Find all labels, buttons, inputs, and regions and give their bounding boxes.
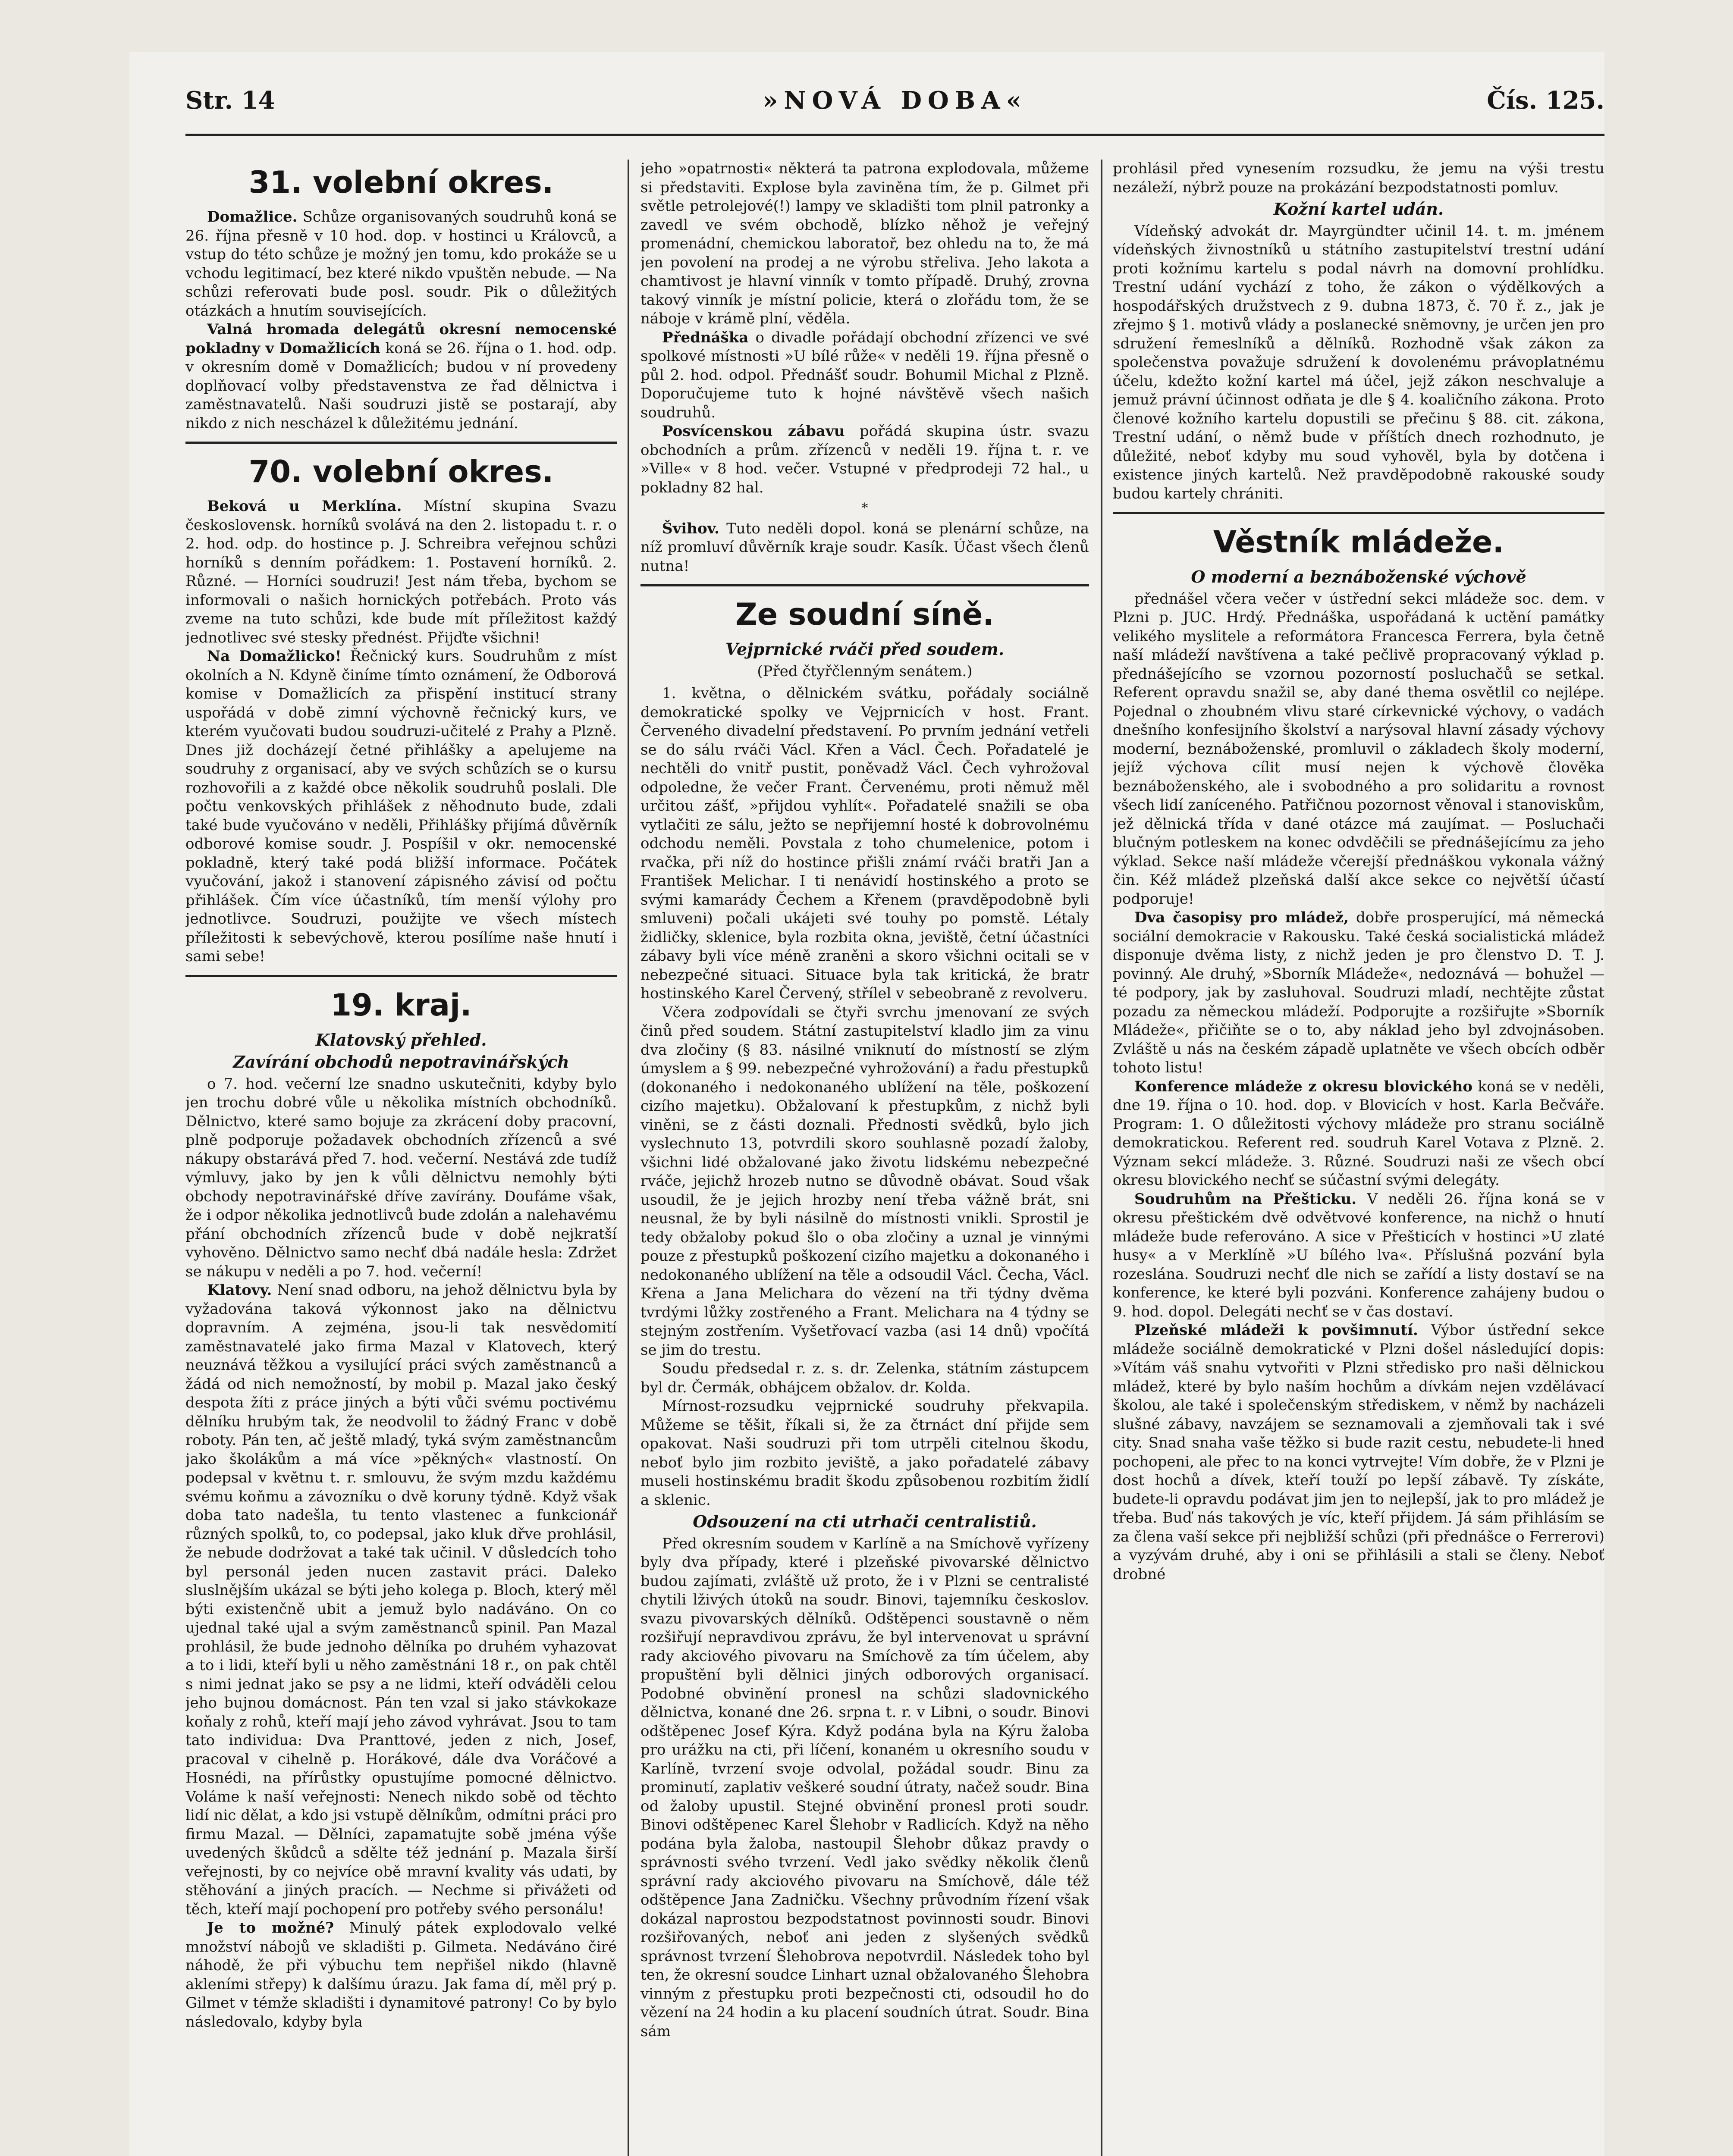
article-domazlice: Domažlice. Schůze organisovaných soudruhů koná se 26. října přesně v 10 hod. dop. v hostinci u Královců, a vstup do této schůze je možný jen tomu, kdo prokáže se u vchodu legitimací, bez které nikdo vpuštěn nebude. — Na schůzi referovati bude posl. soudr. Pik o důležitých otázkách a hnutím souvisejících. [185,208,617,320]
article-nemocenska: Valná hromada delegátů okresní nemocenské pokladny v Domažlicích koná se 26. října o 1. hod. odp. v okresním domě v Domažlicích; budou v ní provedeny doplňovací volby představenstva ze řad dělnictva i zaměstnavatelů. Naši soudruzi jistě se postarají, aby nikdo z nich nescházel k důležitému jednání. [185,321,617,432]
article-moderni-vychova: přednášel včera večer v ústřední sekci mládeže soc. dem. v Plzni p. JUC. Hrdý. Přednáška, uspořádaná k uctění památky velikého myslitele a reformátora Francesca Ferrera, byla četně naší mládeží navštívena a také pečlivě propracovaný výklad p. přednášejícího se vzornou pozorností posluchačů se setkal. Referent opravdu snažil se, aby dané thema osvětlil co nejlépe. Pojednal o zhoubném vlivu staré církevnické výchovy, o vadách dnešního konfesijního školství a narýsoval hlavní zásady výchovy moderní, beznáboženské, promluvil o základech školy moderní, jejíž výchova cílit musí nejen k výchově člověka beznáboženského, ale i svobodného a pro solidaritu a rovnost všech lidí zaníceného. Patřičnou pozornost věnoval i stanoviskům, jež dělnická třída v dané otázce má zaujímat. — Posluchači blučným potleskem na konec odvděčili se přednášejícímu za jeho výklad. Sekce naší mládeže včerejší přednáškou vykonala vážný čin. Kéž mládež plzeňská další akce sekce co největší účastí podporuje! [1113,590,1604,908]
section-heading-youth: Věstník mládeže. [1213,524,1504,560]
column-left [185,160,617,2156]
column-right [1113,160,1604,2156]
subheading-vejprnicti: Vejprnické rváči před soudem. [725,639,1005,659]
article-continuation: jeho »opatrnosti« některá ta patrona explodovala, můžeme si představiti. Explose byla zaviněna tím, že p. Gilmet při světle petrolejové(!) lampy ve skladišti tom plnil patronky a zavedl ve svém obchodě, blízko něhož je veřejný promenádní, chemickou laboratoř, bez ohledu na to, že má jen povolení na prodej a ne výrobu střeliva. Jeho lakota a chamtivost je hlavní vinník v tomto případě. Druhý, zrovna takový vinník je místní policie, která o zlořádu tom, že se náboje v krámě plní, věděla. [640,160,1089,327]
court-paragraph-4: Mírnost-rozsudku vejprnické soudruhy překvapila. Můžeme se těšit, říkali si, že za čtrnáct dní přijde sem opakovat. Naši soudruzi při tom utrpěli citelnou škodu, neboť bylo jim rozbito jeviště, a jako pořadatelé zábavy museli hostinskému bradit škodu způsobenou rozbitím židlí a sklenic. [640,1398,1089,1509]
newspaper-page [129,52,1604,2156]
court-paragraph-1: 1. května, o dělnickém svátku, pořádaly sociálně demokratické spolky ve Vejprnicích v host. Frant. Červeného divadelní představení. Po prvním jednání vetřeli se do sálu rváči Václ. Křen a Václ. Čech. Pořadatelé je nechtěli do vnitř pustit, poněvadž Václ. Čech vyhrožoval odpoledne, že večer Frant. Červenému, proti němuž měl určitou zášť, »přijdou vyhlít«. Pořadatelé snažili se oba vytlačiti ze sálu, ježto se nepřijemní hosté k dobrovolnému odchodu neměli. Povstala z toho chumelenice, potom i rvačka, při níž do hostince přišli známí rváči bratři Jan a František Melichar. I ti nenávidí hostinského a proto se svými kamarády Čechem a Křenem (pravděpodobně byli smluveni) počali ukájeti své touhy po pomstě. Létaly židličky, sklenice, byla rozbita okna, jeviště, četní účastníci zábavy byli více méně zraněni a skoro všichni ocitali se v nebezpečné situaci. Situace byla tak kritická, že bratr hostinského Karel Červený, střílel v sebeobraně z revolveru. [640,685,1089,1002]
ornament: * [861,501,868,516]
article-konference: Konference mládeže z okresu blovického koná se v neděli, dne 19. října o 10. hod. dop. v Blovicích v host. Karla Bečváře. Program: 1. O důležitosti výchovy mládeže pro stranu sociálně demokratickou. Referent red. soudruh Karel Votava z Plzně. 2. Význam sekcí mládeže. 3. Různé. Soudruzi naši ze všech obcí okresu blovického nechť se súčastní svými delegáty. [1113,1078,1604,1189]
subheading-zavirani: Zavírání obchodů nepotravinářských [233,1052,569,1072]
article-plzenska-mladez: Plzeňské mládeži k povšimnutí. Výbor ústřední sekce mládeže sociálně demokratické v Plzni došel následující dopis: »Vítám váš snahu vytvořiti v Plzni středisko pro naši dělnickou mládež, které by bylo naším hochům a dívkám nejen vzdělávací školou, ale také i společenským střediskem, v němž by nacházeli slušné zábavy, navzájem se seznamovali a zjemňovali tak i své city. Snad snaha vaše těžko si bude razit cestu, nebudete-li hned pochopeni, ale přec to na konci vytrvejte! Vím dobře, že v Plzni je dost hochů a dívek, kteří touží po lepší zábavě. Ty získáte, budete-li opravdu podávat jim jen to nejlepší, jak to pro mládež je třeba. Buď nás takových je víc, kteří přijdem. Já sám přihlásím se za člena vaší sekce při nejbližší schůzi (při přednášce o Ferrerovi) a vyzývám druhé, aby i oni se přihlásili a stali se členy. Neboť drobné [1113,1322,1604,1583]
section-heading-70: 70. volební okres. [248,454,554,489]
court-paragraph-3: Soudu předsedal r. z. s. dr. Zelenka, státním zástupcem byl dr. Čermák, obhájcem obžalov. dr. Kolda. [640,1360,1089,1396]
article-zavirani: o 7. hod. večerní lze snadno uskutečniti, kdyby bylo jen trochu dobré vůle u několika místních obchodníků. Dělnictvo, které samo bojuje za zkrácení doby pracovní, plně podporuje požadavek obchodních zřízenců a své nákupy obstarává před 7. hod. večerní. Nestává zde tudíž výmluvy, jako by jen k vůli dělnictvu nemohly býti obchody nepotravinářské dříve zavírány. Doufáme však, že i odpor několika jednotlivců bude zdolán a nalehavému přání obchodních zřízenců bude v době nejkratší vyhověno. Dělnictvo samo nechť dbá nadále hesla: Zdržet se nákupu v neděli a po 7. hod. večerní! [185,1075,617,1280]
subheading-kartel: Kožní kartel udán. [1273,199,1444,219]
subheading-centralisti: Odsouzení na cti utrhači centralistiů. [693,1512,1037,1531]
masthead-title: »NOVÁ DOBA« [763,86,1027,115]
court-paragraph-2: Včera zodpovídali se čtyři svrchu jmenovaní ze svých činů před soudem. Státní zastupitelství kladlo jim za vinu dva zločiny (§ 83. násilné vniknutí do místností se zlým úmyslem a § 99. nebezpečné vyhrožování) a řadu přestupků (dokonaného i nedokonaného ublížení na těle, poškození cizího majetku). Obžalovaní k přestupkům, z nichž byli viněni, se z části doznali. Přednosti svědků, bylo jich vyslechnuto 13, potvrdili skoro souhlasně pozadí žaloby, všichni lidé obžalované jako životu lidskému nebezpečné rváče, jejichž hrozeb nutno se důvodně obávat. Soud však usoudil, že je jejich hrozby není třeba vážně brát, sni neusnal, že by byli násilně do místnosti vnikli. Sprostil je tedy obžaloby pokud šlo o oba zločiny a uznal je vinnými pouze z přestupků poškození cizího majetku a dokonaného i nedokonaného ublížení na těle a odsoudil Václ. Čecha, Václ. Křena a Jana Melichara do vězení na tři týdny dvěma tvrdými lůžky zostřeného a Frant. Melichara na 4 týdny se stejným zostřením. Vyšetřovací vazba (asi 14 dnů) vpočítá se jim do trestu. [640,1003,1089,1359]
subheading-moderni: O moderní a beznáboženské výchově [1191,567,1526,586]
article-klatovy: Klatovy. Není snad odboru, na jehož dělnictvu byla by vyžadována taková výkonnost jako na dělnictvu dopravním. A zejména, jsou-li tak nesvědomití zaměstnavatelé jako firma Mazal v Klatovech, který neuznává těžkou a vysilující práci svých zaměstnanců a žádá od nich nemožností, by mobil p. Mazal jako český despota žíti z práce jiných a býti vůči svému poctivému dělníku hrubým tak, že neodvolil to žádný Franc v době roboty. Pán ten, ač ještě mladý, tyká svým zaměstnancům jako školákům a má více »pěkných« vlastností. On podepsal v květnu t. r. smlouvu, že svým mzdu každému svému koňmu a závozníku o dvě koruny týdně. Když však doba tato nadešla, tu tento vlastenec a funkcionář různých spolků, to, co podepsal, jako kluk dřve prohlásil, že nebude dodržovat a také tak učinil. V důsledcích toho byl personál jeden nucen zastavit práci. Daleko sluslnějším ukázal se býti jeho kolega p. Bloch, který měl býti existenčně ubit a jemuž bylo nadáváno. On co ujednal také ujal a svým zaměstnanců spinil. Pan Mazal prohlásil, že bude jednoho dělníka po druhém vyhazovat a to i lidi, kteří byli u něho zaměstnáni 18 r., on pak chtěl s nimi jednat jako se psy a ne lidmi, kteří odváděli celou jeho bujnou domácnost. Pán ten vzal si jako stávkokaze koňaly z rohů, kteří mají jeho závod vyhrávat. Jsou to tam tato individua: Dva Pranttové, jeden z nich, Josef, pracoval v cihelně p. Horákové, dále dva Voráčové a Hosnédi, na přírůstky opustujíme pomocné dělnictvo. Voláme k naší veřejnosti: Nenech nikdo sobě od těchto lidí nic dělat, a kdo jsi vstupě dělníkům, odmítni práci pro firmu Mazal. — Dělníci, zapamatujte sobě jména výše uvedených škůdců a sdělte též jednání p. Mazala širší veřejnosti, by co nejvíce obě mravní kvality vás udati, by stěhování a jiných pracích. — Nechme si přivážeti od těch, kteří mají pochopení pro potřeby svého personálu! [185,1282,617,1918]
article-posvicenska: Posvícenskou zábavu pořádá skupina ústr. svazu obchodních a prům. zřízenců v neděli 19. října t. r. ve »Ville« v 8 hod. večer. Vstupné v předprodeji 72 hal., u pokladny 82 hal. [640,423,1089,496]
divider [185,975,617,977]
article-svihov: Švihov. Tuto neděli dopol. koná se plenární schůze, na níž promluví důvěrník kraje soudr. Kasík. Účast všech členů nutna! [640,520,1089,575]
page-number: Str. 14 [185,86,275,115]
column-middle [640,160,1089,2156]
divider [1113,512,1604,514]
divider [640,584,1089,586]
column-rule-2 [1101,160,1102,2156]
article-kartel: Vídeňský advokát dr. Mayrgündter učinil 14. t. m. jménem vídeňských živnostníků u státního zastupitelství trestní udání proti kožnímu kartelu s podal návrh na domovní prohlídku. Trestní udání vychází z toho, že zákon o výdělkových a hospodářských družstvech z 9. dubna 1873, č. 70 ř. z., jak je zřejmo § 1. motivů vlády a poslanecké sněmovny, je určen jen pro sdružení řemeslníků a dělníků. Rozhodně však zákon za společenstva považuje sdružení k dovolenému právoplatnému účelu, kdežto kožní kartel má účel, jejž zákon neschvaluje a jemuž právní účinnost odňata je dle § 4. koaličního zákona. Proto členové kožního kartelu dopustili se přečinu § 88. cit. zákona, Trestní udání, o němž bude v příštích dnech rozhodnuto, je důležité, neboť kdyby mu soud vyhověl, byla by dotčena i existence jiných kartelů. Než pravděpodobně rakouské soudy budou kartely chrániti. [1113,222,1604,502]
article-recnicky-kurs: Na Domažlicko! Řečnický kurs. Soudruhům z míst okolních a N. Kdyně činíme tímto oznámení, že Odborová komise v Domažlicích za přispění institucí strany uspořádá v době zimní výchovně řečnický kurs, ve kterém vyučovati budou soudruzi-učitelé z Prahy a Plzně. Dnes již docházejí četné přihlášky a apelujeme na soudruhy z organisací, aby ve svých schůzích se o kursu rozhovořili a z každé obce několik soudruhů poslali. Dle počtu venkovských přihlášek z něhodnuto bude, zdali také bude vyučováno v neděli, Přihlášky přijímá důvěrník odborové komise soudr. J. Pospíšil v okr. nemocenské pokladně, který také podá bližší informace. Počátek vyučování, jakož i stanovení zápisného závisí od počtu přihlášek. Čím více účastníků, tím menší výlohy pro jednotlivce. Soudruzi, použijte ve všech místech příležitosti k sebevýchově, kterou posílíme naše hnutí i sami sebe! [185,648,617,965]
article-prednaska: Přednáška o divadle pořádají obchodní zřízenci ve své spolkové místnosti »U bílé růže« v neděli 19. října přesně o půl 2. hod. odpol. Přednášť soudr. Bohumil Michal z Plzně. Doporučujeme tuto k hojné návštěvě všech našich soudruhů. [640,329,1089,421]
section-heading-19: 19. kraj. [330,987,472,1023]
page-header [185,73,1604,136]
article-prestice: Soudruhům na Přešticku. V neděli 26. října koná se v okresu přeštickém dvě odvětvové konference, na nichž o hnutí mládeže bude referováno. A sice v Přešticích v hostinci »U zlaté husy« a v Merklíně »U bílého lva«. Příslušná pozvání byla rozeslána. Soudruzi nechť dle nich se zařídí a listy dostaví se na konference, ke které byli pozváni. Konference zahájeny budou o 9. hod. dopol. Delegáti nechť se v čas dostaví. [1113,1190,1604,1320]
article-casopisy: Dva časopisy pro mládež, dobře prosperující, má německá sociální demokracie v Rakousku. Také česká socialistická mládež disponuje dvěma listy, z nichž jeden je pro členstvo D. T. J. povinný. Ale druhý, »Sborník Mládeže«, nedoznává — bohužel — té podpory, jak by zasluhoval. Soudruzi mladí, nechtějte zůstat pozadu za německou mládeží. Podporujte a rozšiřujte »Sborník Mládeže«, přičiňte se o to, aby náklad jeho byl zdvojnásoben. Zvláště u nás na českém západě uplatněte ve všech obcích odběr tohoto listu! [1113,909,1604,1076]
subheading-klatovsky: Klatovský přehled. [315,1030,487,1050]
divider [185,442,617,444]
issue-number: Čís. 125. [1487,86,1604,115]
section-heading-31: 31. volební okres. [248,165,554,200]
article-continuation-right: prohlásil před vynesením rozsudku, že jemu na výši trestu nezáleží, nýbrž pouze na prokázání bezpodstatnosti pomluv. [1113,160,1604,196]
article-bekova: Beková u Merklína. Místní skupina Svazu československ. horníků svolává na den 2. listopadu t. r. o 2. hod. odp. do hostince p. J. Schreibra veřejnou schůzi horníků s denním pořádkem: 1. Postavení horníků. 2. Různé. — Horníci soudruzi! Jest nám třeba, bychom se informovali o našich hornických potřebách. Proto vás zveme na tuto schůzi, kde bude mít příležitost každý jednotlivec své stesky přednést. Přijďte všichni! [185,498,617,646]
section-heading-court: Ze soudní síně. [735,597,995,632]
rubric-senat: (Před čtyřčlenným senátem.) [757,662,973,680]
column-rule-1 [628,160,629,2156]
article-centralisti: Před okresním soudem v Karlíně a na Smíchově vyřízeny byly dva případy, které i plzeňské pivovarské dělnictvo budou zajímati, zvláště už proto, že i v Plzni se centralisté chytili lživých útoků na soudr. Binovi, tajemníku českoslov. svazu pivovarských dělníků. Odštěpenci soustavně o něm rozšiřují nepravdivou zprávu, že byl intervenovat u správní rady akciového pivovaru na Smíchově za tím účelem, aby propuštění byli dělnici jiných odborových organisací. Podobné obvinění pronesl na schůzi sladovnického dělnictva, konané dne 26. srpna t. r. v Libni, o soudr. Binovi odštěpenec Josef Kýra. Když podána byla na Kýru žaloba pro urážku na cti, při líčení, konaném u okresního soudu v Karlíně, tvrzení svoje odvolal, požádal soudr. Binu za prominutí, zaplativ veškeré soudní útraty, načež soudr. Bina od žaloby upustil. Stejné obvinění pronesl proti soudr. Binovi odštěpenec Karel Šlehobr v Radlicích. Když na něho podána byla žaloba, nastoupil Šlehobr důkaz pravdy o správnosti svého tvrzení. Vedl jako svědky několik členů správní rady akciového pivovaru na Smíchově, dále též odštěpence Jana Zadničku. Všechny průvodním řízení však dokázal naprostou bezpodstatnost povinnosti soudr. Binovi rozšiřovaných, neboť ani jeden z slyšených svědků správnost tvrzení Šlehobrova nepotvrdil. Následek toho byl ten, že okresní soudce Linhart uznal obžalovaného Šlehobra vinným z přestupku proti bezpečnosti cti, odsoudil ho do vězení na 24 hodin a ku placení soudních útrat. Soudr. Bina sám [640,1535,1089,2040]
article-je-to-mozne: Je to možné? Minulý pátek explodovalo velké množství nábojů ve skladišti p. Gilmeta. Nedáváno čiré náhodě, že při výbuchu tem nepřišel nikdo (hlavně akleními střepy) k dalšímu úrazu. Jak fama dí, měl prý p. Gilmet v témže skladišti i dynamitové patrony! Co by bylo následovalo, kdyby byla [185,1919,617,2031]
